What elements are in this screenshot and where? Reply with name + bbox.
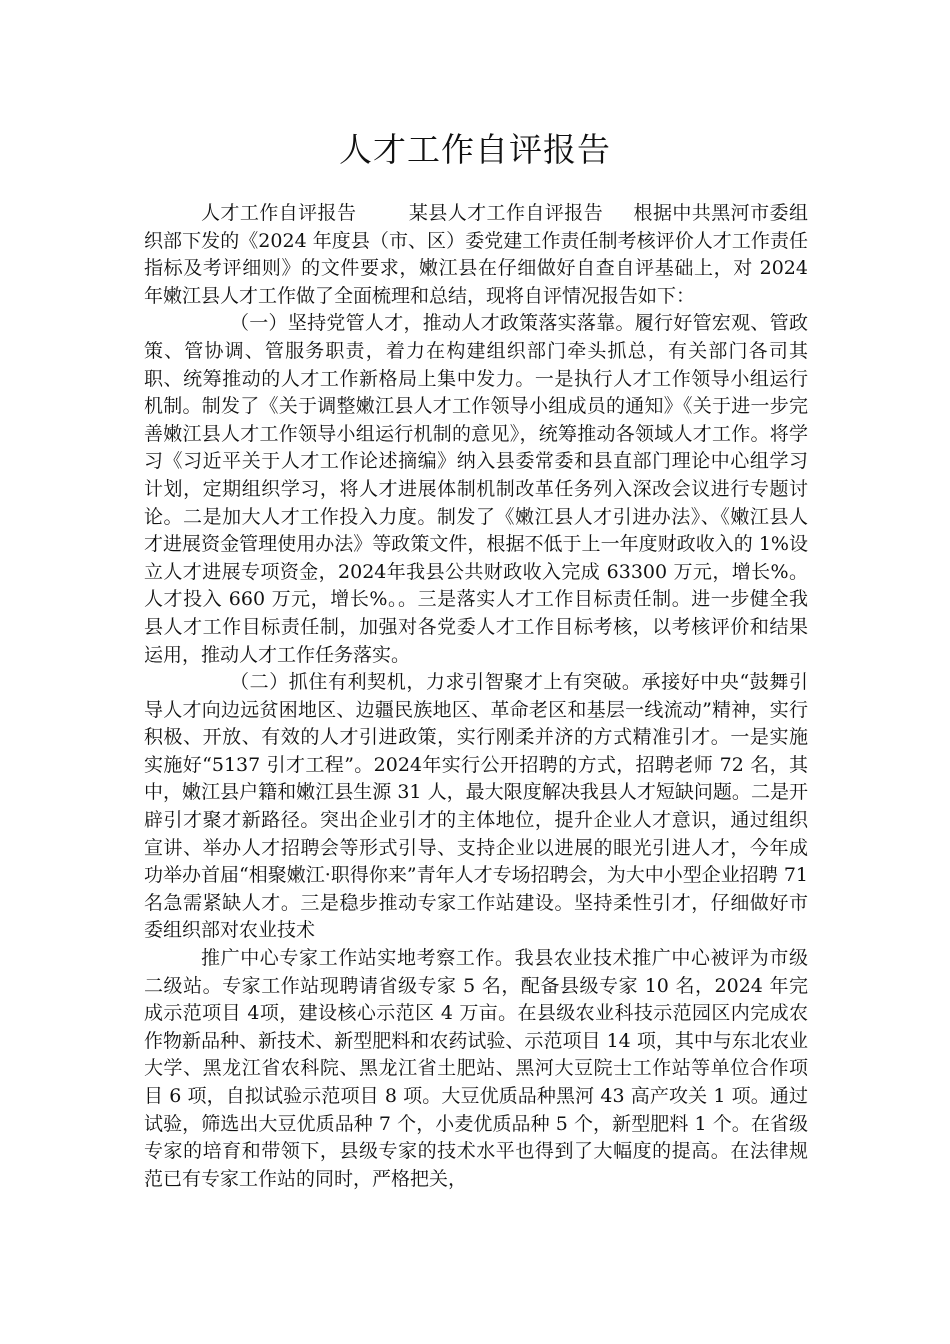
section-two-paragraph: （二）抓住有利契机，力求引智聚才上有突破。承接好中央“鼓舞引导人才向边远贫困地区、边疆民族地区、革命老区和基层一线流动”精神，实行积极、开放、有效的人才引进政策，实行刚柔并济的方式精准引才。一是实施实施好“5137 引才工程”。2024年实行公开招聘的方式，招聘老师 72 名，其中，嫩江县户籍和嫩江县生源 31 人，最大限度解决我县人才短缺问题。二是开辟引才聚才新路径。突出企业引才的主体地位，提升企业人才意识，通过组织宣讲、举办人才招聘会等形式引导、支持企业以进展的眼光引进人才，今年成功举办首届“相聚嫩江·职得你来”青年人才专场招聘会，为大中小型企业招聘 71 名急需紧缺人才。三是稳步推动专家工作站建设。坚持柔性引才，仔细做好市委组织部对农业技术 xyxy=(144,671,808,942)
intro-part-3: 根据中共黑河市委组织部下发的《2024 年度县（市、区）委党建工作责任制考核评价人才工作责任指标及考评细则》的文件要求，嫩江县在仔细做好自查自评基础上，对 2024 年嫩江县人才工作做了全面梳理和总结，现将自评情况报告如下： xyxy=(144,202,808,307)
section-one-paragraph: （一）坚持党管人才，推动人才政策落实落靠。履行好管宏观、管政策、管协调、管服务职责，着力在构建组织部门牵头抓总，有关部门各司其职、统筹推动的人才工作新格局上集中发力。一是执行人才工作领导小组运行机制。制发了《关于调整嫩江县人才工作领导小组成员的通知》《关于进一步完善嫩江县人才工作领导小组运行机制的意见》，统筹推动各领域人才工作。将学习《习近平关于人才工作论述摘编》纳入县委常委和县直部门理论中心组学习计划，定期组织学习，将人才进展体制机制改革任务列入深改会议进行专题讨论。二是加大人才工作投入力度。制发了《嫩江县人才引进办法》、《嫩江县人才进展资金管理使用办法》等政策文件，根据不低于上一年度财政收入的 1%设立人才进展专项资金，2024年我县公共财政收入完成 63300 万元，增长%。人才投入 660 万元，增长%。。三是落实人才工作目标责任制。进一步健全我县人才工作目标责任制，加强对各党委人才工作目标考核，以考核评价和结果运用，推动人才工作任务落实。 xyxy=(144,312,808,666)
document-title: 人才工作自评报告 xyxy=(339,130,611,169)
intro-paragraph xyxy=(144,200,808,310)
intro-part-2: 某县人才工作自评报告 xyxy=(408,202,604,224)
intro-part-1: 人才工作自评报告 xyxy=(201,202,357,224)
continuation-paragraph: 推广中心专家工作站实地考察工作。我县农业技术推广中心被评为市级二级站。专家工作站现聘请省级专家 5 名，配备县级专家 10 名，2024 年完成示范项目 4项，建设核心示范区 4 万亩。在县级农业科技示范园区内完成农作物新品种、新技术、新型肥料和农药试验、示范项目 14 项，其中与东北农业大学、黑龙江省农科院、黑龙江省土肥站、黑河大豆院士工作站等单位合作项目 6 项，自拟试验示范项目 8 项。大豆优质品种黑河 43 高产攻关 1 项。通过试验，筛选出大豆优质品种 7 个，小麦优质品种 5 个，新型肥料 1 个。在省级专家的培育和带领下，县级专家的技术水平也得到了大幅度的提高。在法律规范已有专家工作站的同时，严格把关， xyxy=(144,947,808,1190)
document-body xyxy=(144,200,808,1193)
